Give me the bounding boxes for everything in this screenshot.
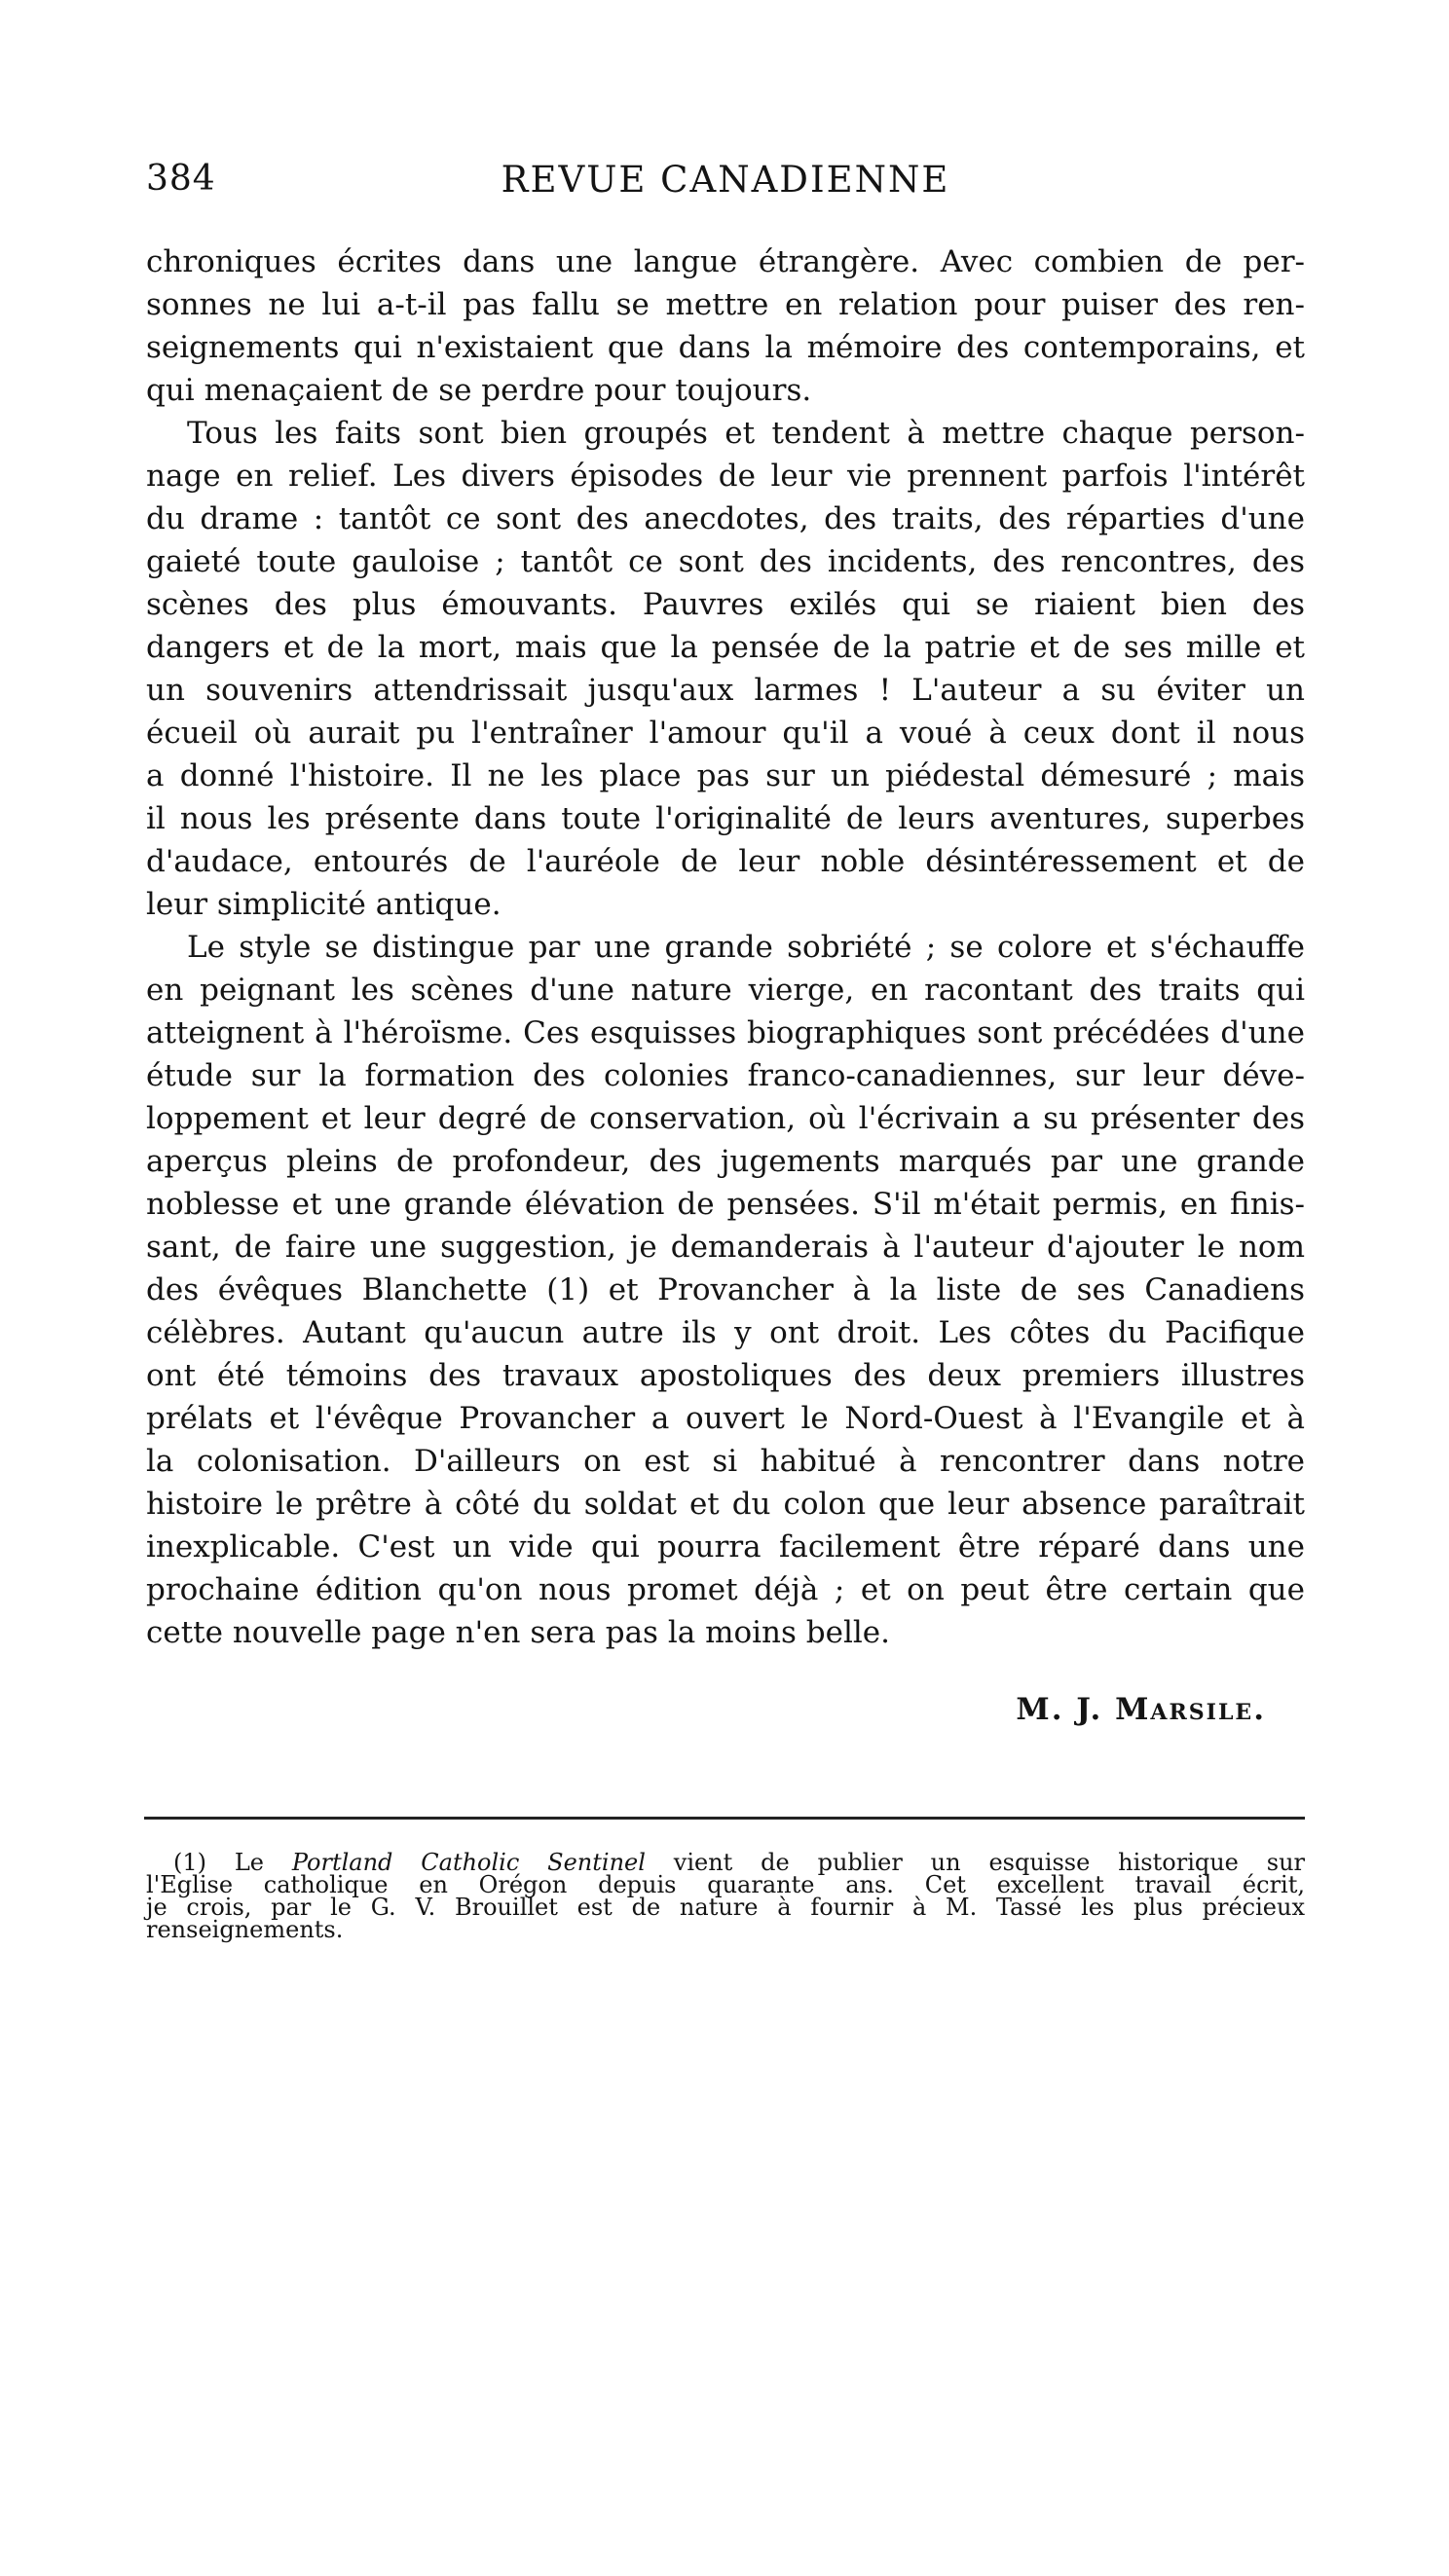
footnote-line: renseignements. [146,1916,344,1943]
author-signature: M. J. Marsile. [1016,1692,1266,1727]
footnote-cited-title: Portland Catholic Sentinel [291,1849,646,1876]
text-line: histoire le prêtre à côté du soldat et du colon que leur absence paraîtrait [146,1487,1305,1522]
text-line: prélats et l'évêque Provancher a ouvert le Nord-Ouest à l'Evangile et à [146,1401,1305,1436]
text-line: d'audace, entourés de l'auréole de leur noble désintéressement et de [146,844,1305,879]
footnote-line: je crois, par le G. V. Brouillet est de nature à fournir à M. Tassé les plus précieux [146,1894,1305,1921]
text-line: Tous les faits sont bien groupés et tendent à mettre chaque person- [187,416,1305,451]
footnote-marker: (1) Le [173,1849,292,1876]
footnote-divider [144,1817,1305,1820]
running-title: REVUE CANADIENNE [501,159,950,201]
text-line: noblesse et une grande élévation de pensées. S'il m'était permis, en finis- [146,1187,1305,1222]
text-line: sonnes ne lui a-t-il pas fallu se mettre en relation pour puiser des ren- [146,287,1305,322]
text-line: en peignant les scènes d'une nature vierge, en racontant des traits qui [146,973,1305,1008]
text-line: loppement et leur degré de conservation, où l'écrivain a su présenter des [146,1101,1305,1136]
text-line: il nous les présente dans toute l'originalité de leurs aventures, superbes [146,801,1305,836]
footnote-text: vient de publier un esquisse historique sur [645,1849,1305,1876]
text-line: dangers et de la mort, mais que la pensée de la patrie et de ses mille et [146,630,1305,665]
text-line: qui menaçaient de se perdre pour toujours. [146,373,812,408]
footnote [146,1849,1305,1943]
text-line: atteignent à l'héroïsme. Ces esquisses biographiques sont précédées d'une [146,1015,1305,1050]
text-line: seignements qui n'existaient que dans la mémoire des contemporains, et [146,330,1305,365]
text-line: la colonisation. D'ailleurs on est si habitué à rencontrer dans notre [146,1444,1305,1479]
text-line: Le style se distingue par une grande sobriété ; se colore et s'échauffe [187,930,1305,965]
footnote-line: l'Eglise catholique en Orégon depuis quarante ans. Cet excellent travail écrit, [146,1871,1305,1898]
text-line: ont été témoins des travaux apostoliques des deux premiers illustres [146,1358,1305,1393]
text-line: gaieté toute gauloise ; tantôt ce sont des incidents, des rencontres, des [146,544,1305,579]
text-line: un souvenirs attendrissait jusqu'aux larmes ! L'auteur a su éviter un [146,673,1305,708]
text-line: des évêques Blanchette (1) et Provancher à la liste de ses Canadiens [146,1272,1305,1307]
text-line: étude sur la formation des colonies franco-canadiennes, sur leur déve- [146,1058,1305,1093]
page-number: 384 [146,159,216,199]
text-line: leur simplicité antique. [146,887,502,922]
body-text [146,240,1305,1654]
text-line: prochaine édition qu'on nous promet déjà ; et on peut être certain que [146,1572,1305,1607]
text-line: nage en relief. Les divers épisodes de leur vie prennent parfois l'intérêt [146,459,1305,494]
text-line: cette nouvelle page n'en sera pas la moins belle. [146,1615,890,1650]
page-header [146,159,1305,203]
text-line: inexplicable. C'est un vide qui pourra facilement être réparé dans une [146,1529,1305,1564]
text-line: du drame : tantôt ce sont des anecdotes, des traits, des réparties d'une [146,501,1305,536]
text-line: a donné l'histoire. Il ne les place pas sur un piédestal démesuré ; mais [146,758,1305,793]
text-line: sant, de faire une suggestion, je demanderais à l'auteur d'ajouter le nom [146,1230,1305,1265]
text-line: chroniques écrites dans une langue étrangère. Avec combien de per- [146,244,1305,279]
text-line: scènes des plus émouvants. Pauvres exilés qui se riaient bien des [146,587,1305,622]
text-line: écueil où aurait pu l'entraîner l'amour qu'il a voué à ceux dont il nous [146,716,1305,751]
text-line: aperçus pleins de profondeur, des jugements marqués par une grande [146,1144,1305,1179]
text-line: célèbres. Autant qu'aucun autre ils y ont droit. Les côtes du Pacifique [146,1315,1305,1350]
